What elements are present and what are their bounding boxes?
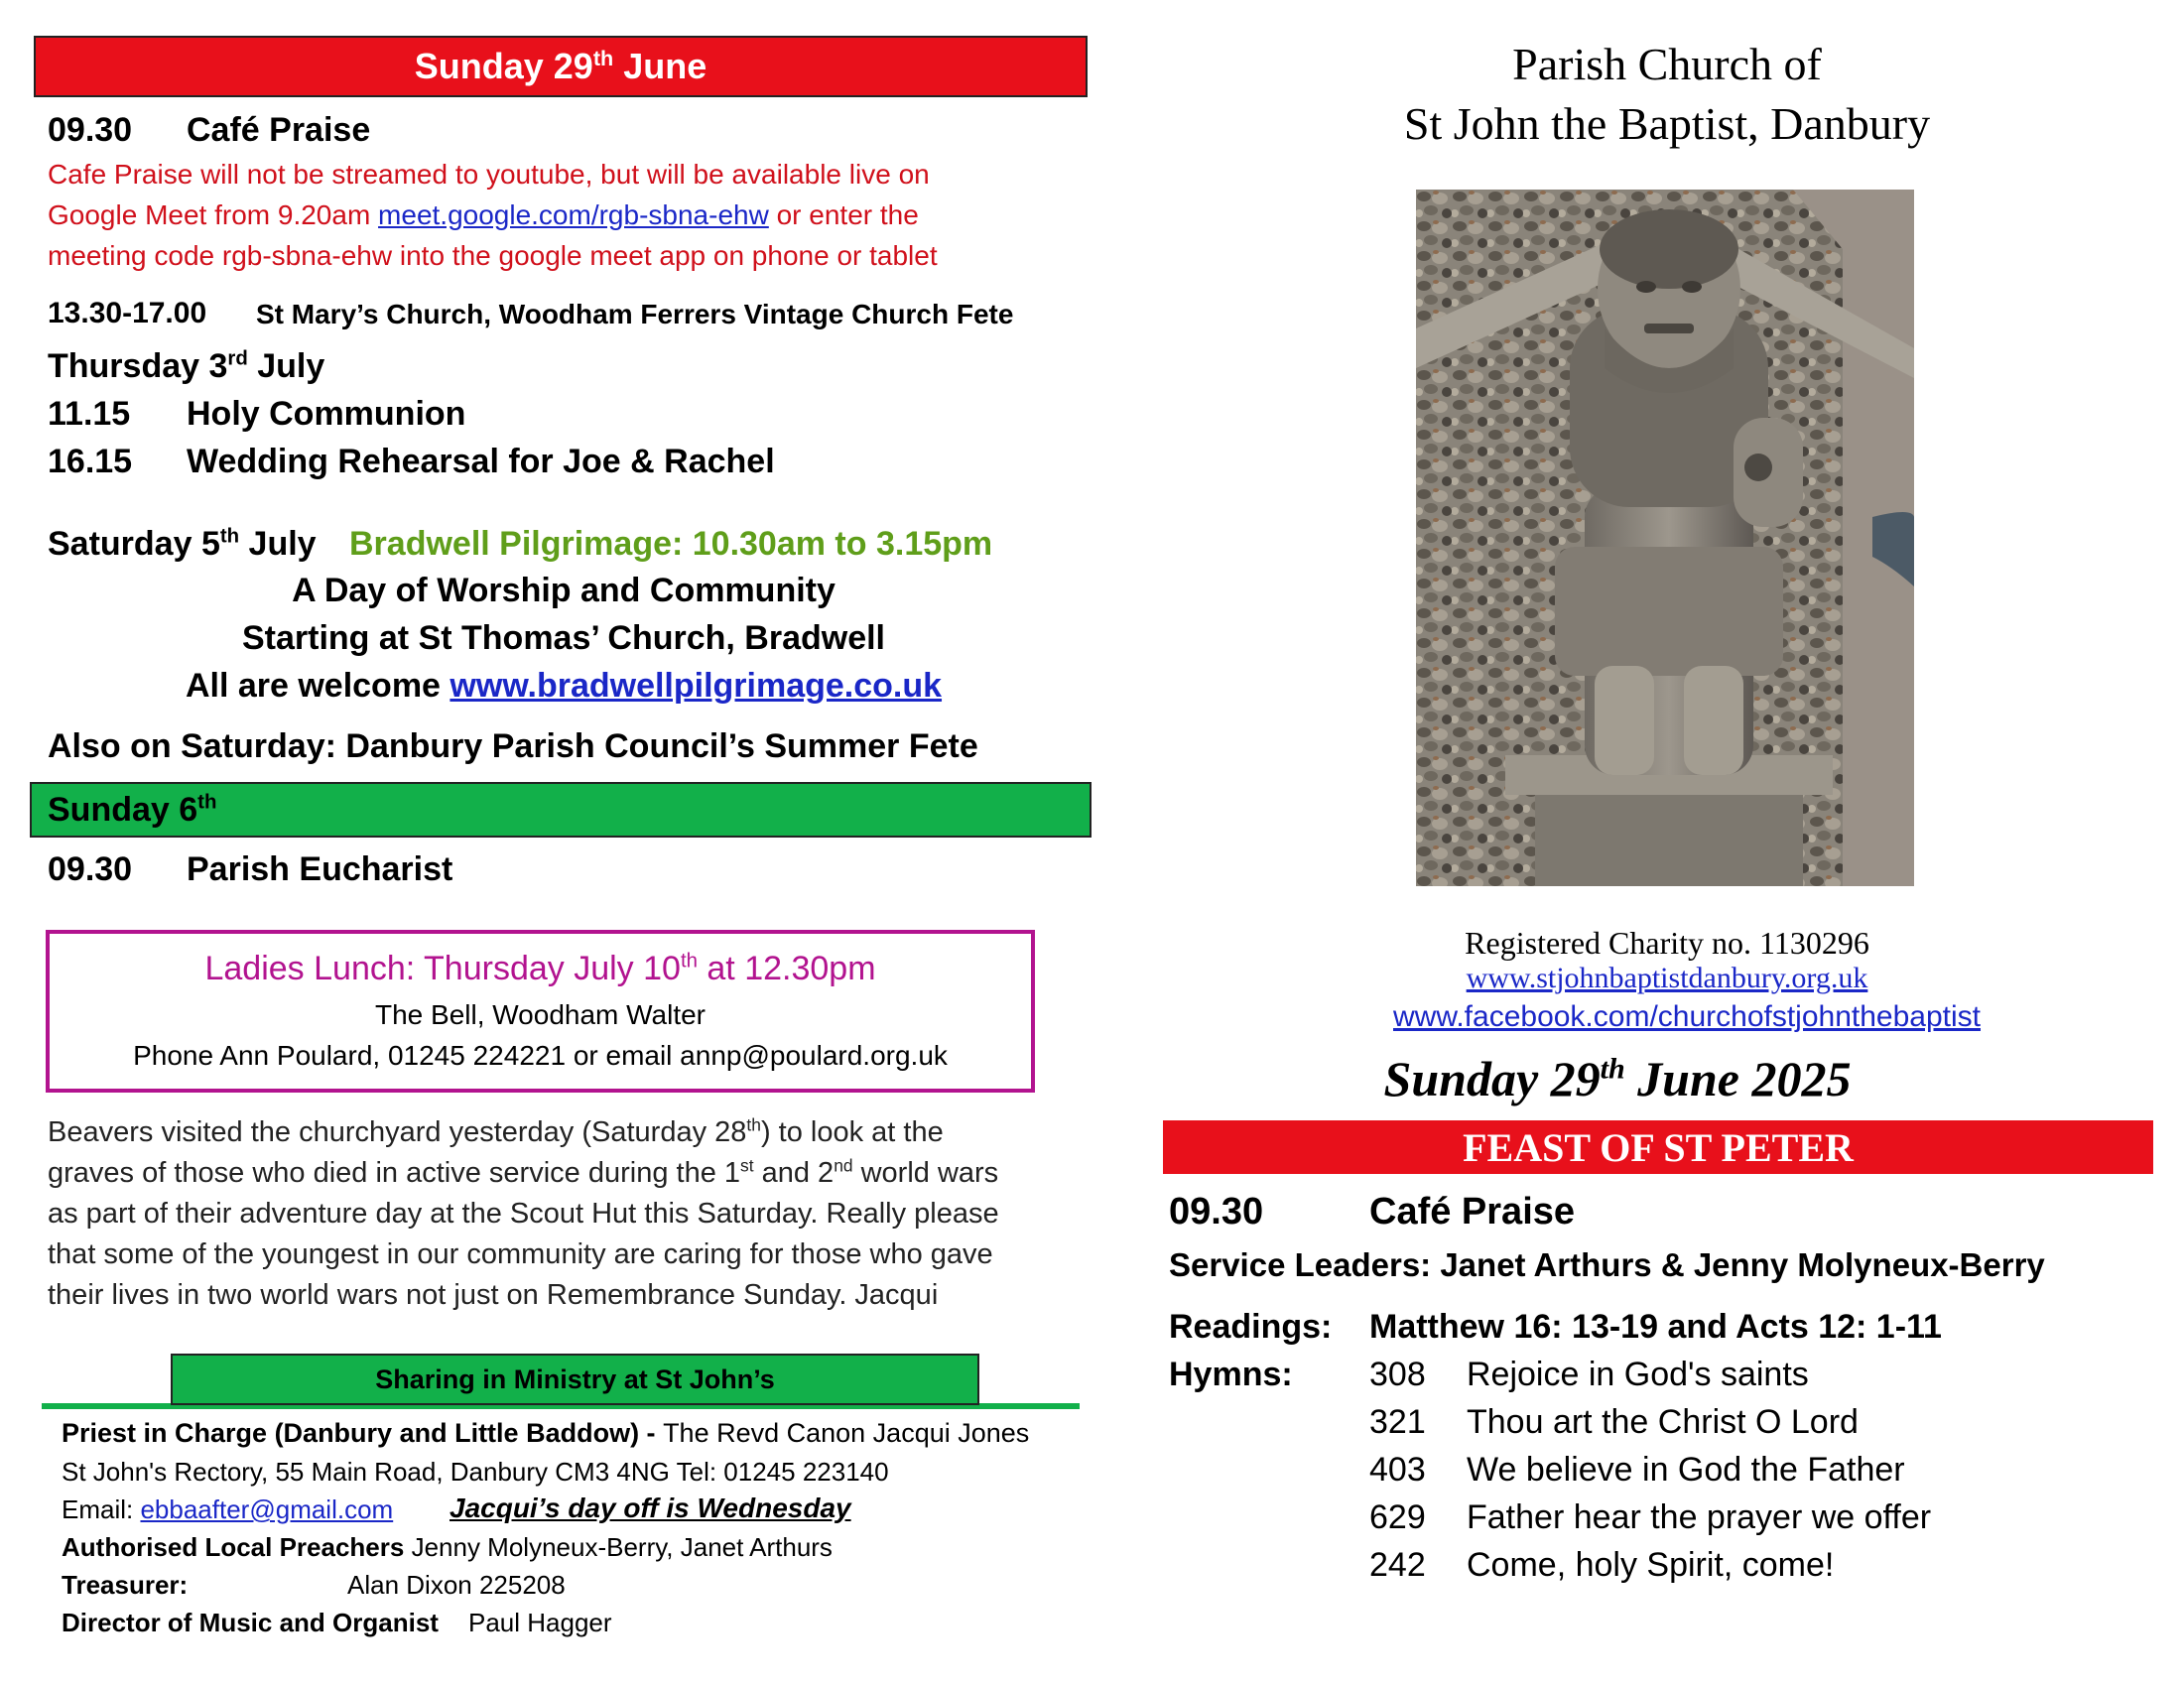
feast-bar [1163,1120,2153,1174]
cafe-note-line3: meeting code rgb-sbna-ehw into the google meet app on phone or tablet [48,240,938,271]
feast-bar-text: FEAST OF ST PETER [1463,1125,1854,1170]
church-title-line2: St John the Baptist, Danbury [1403,98,1931,149]
day-of-worship: A Day of Worship and Community [292,572,835,609]
stone-statue-photo [1416,190,1914,886]
eucharist-title: Parish Eucharist [187,850,453,888]
starting-at: Starting at St Thomas’ Church, Bradwell [242,619,885,657]
sunday6-bar [30,782,1092,838]
sunday-header-text: Sunday 29th June [414,46,707,86]
service-leaders: Service Leaders: Janet Arthurs & Jenny Molyneux-Berry [1169,1246,2045,1283]
ladies-lunch-contact: Phone Ann Poulard, 01245 224221 or email annp@poulard.org.uk [133,1040,948,1071]
readings-label: Readings: [1169,1308,1333,1346]
facebook-link-wrap [1161,1000,2184,1034]
pilgrimage-link[interactable]: www.bradwellpilgrimage.co.uk [450,667,943,705]
website-link-wrap [1191,962,2143,995]
ladies-lunch-box [46,930,1035,1093]
beavers-line2: graves of those who died in active service during the 1st and 2nd world wars [48,1155,999,1189]
saturday-heading: Saturday 5th July [48,525,317,563]
hymn-title: We believe in God the Father [1467,1451,1905,1489]
rectory-line: St John's Rectory, 55 Main Road, Danbury CM3 4NG Tel: 01245 223140 [62,1457,889,1487]
music-label: Director of Music and Organist [62,1608,439,1637]
email-link[interactable]: ebbaafter@gmail.com [140,1494,394,1524]
hymn-title: Rejoice in God's saints [1467,1356,1809,1393]
wedding-time: 16.15 [48,443,133,480]
all-welcome: All are welcome www.bradwellpilgrimage.co.uk [185,667,943,705]
fete-title: St Mary’s Church, Woodham Ferrers Vintage Church Fete [256,299,1014,329]
sunday6-text: Sunday 6th [48,791,217,829]
church-title-line1: Parish Church of [1512,39,1822,89]
beavers-line3: as part of their adventure day at the Scout Hut this Saturday. Really please [48,1198,999,1230]
treasurer-name: Alan Dixon 225208 [347,1570,566,1600]
hymn-number: 321 [1369,1403,1426,1441]
day-off-note: Jacqui’s day off is Wednesday [450,1493,851,1523]
hymn-number: 242 [1369,1546,1426,1584]
hymns-label: Hymns: [1169,1356,1293,1393]
charity-number: Registered Charity no. 1130296 [1465,925,1869,961]
wedding-title: Wedding Rehearsal for Joe & Rachel [187,443,775,480]
eucharist-time: 09.30 [48,850,133,888]
holy-communion-title: Holy Communion [187,395,466,433]
website-link[interactable]: www.stjohnbaptistdanbury.org.uk [1466,962,1868,994]
pilgrimage-time: Bradwell Pilgrimage: 10.30am to 3.15pm [349,525,993,563]
preachers-line: Authorised Local Preachers Jenny Molyneux-Berry, Janet Arthurs [62,1532,833,1562]
beavers-line5: their lives in two world wars not just on Remembrance Sunday. Jacqui [48,1279,939,1311]
music-name: Paul Hagger [468,1608,612,1637]
beavers-line4: that some of the youngest in our community are caring for those who gave [48,1238,993,1270]
treasurer-label: Treasurer: [62,1570,189,1600]
right-cafe-title: Café Praise [1369,1191,1576,1233]
right-cafe-time: 09.30 [1169,1191,1264,1233]
cafe-time: 09.30 [48,111,133,149]
cafe-title: Café Praise [187,111,371,149]
hymn-title: Thou art the Christ O Lord [1467,1403,1859,1441]
sunday-header-bar [34,36,1088,97]
priest-line: Priest in Charge (Danbury and Little Baddow) - The Revd Canon Jacqui Jones [62,1418,1030,1448]
meet-link[interactable]: meet.google.com/rgb-sbna-ehw [378,199,769,230]
hymn-number: 308 [1369,1356,1426,1393]
beavers-line1: Beavers visited the churchyard yesterday (Saturday 28th) to look at the [48,1114,944,1148]
ministry-bar [171,1354,979,1405]
thursday-heading: Thursday 3rd July [48,347,325,385]
email-line: Email: ebbaafter@gmail.com [62,1494,394,1524]
cafe-note-line1: Cafe Praise will not be streamed to youtube, but will be available live on [48,159,930,190]
ladies-lunch-title: Ladies Lunch: Thursday July 10th at 12.30pm [204,950,876,987]
ladies-lunch-venue: The Bell, Woodham Walter [374,999,707,1030]
facebook-link[interactable]: www.facebook.com/churchofstjohnthebaptist [1393,1000,1981,1033]
service-date: Sunday 29th June 2025 [1383,1051,1852,1106]
ministry-bar-text: Sharing in Ministry at St John’s [375,1364,775,1394]
also-saturday: Also on Saturday: Danbury Parish Council’s Summer Fete [48,727,978,765]
holy-communion-time: 11.15 [48,395,131,433]
readings-text: Matthew 16: 13-19 and Acts 12: 1-11 [1369,1308,1942,1346]
hymn-number: 403 [1369,1451,1426,1489]
fete-time: 13.30-17.00 [48,297,207,329]
hymn-number: 629 [1369,1498,1426,1536]
hymn-title: Father hear the prayer we offer [1467,1498,1932,1536]
cafe-note-line2: Google Meet from 9.20am meet.google.com/rgb-sbna-ehw or enter the [48,199,919,230]
hymn-title: Come, holy Spirit, come! [1467,1546,1835,1584]
